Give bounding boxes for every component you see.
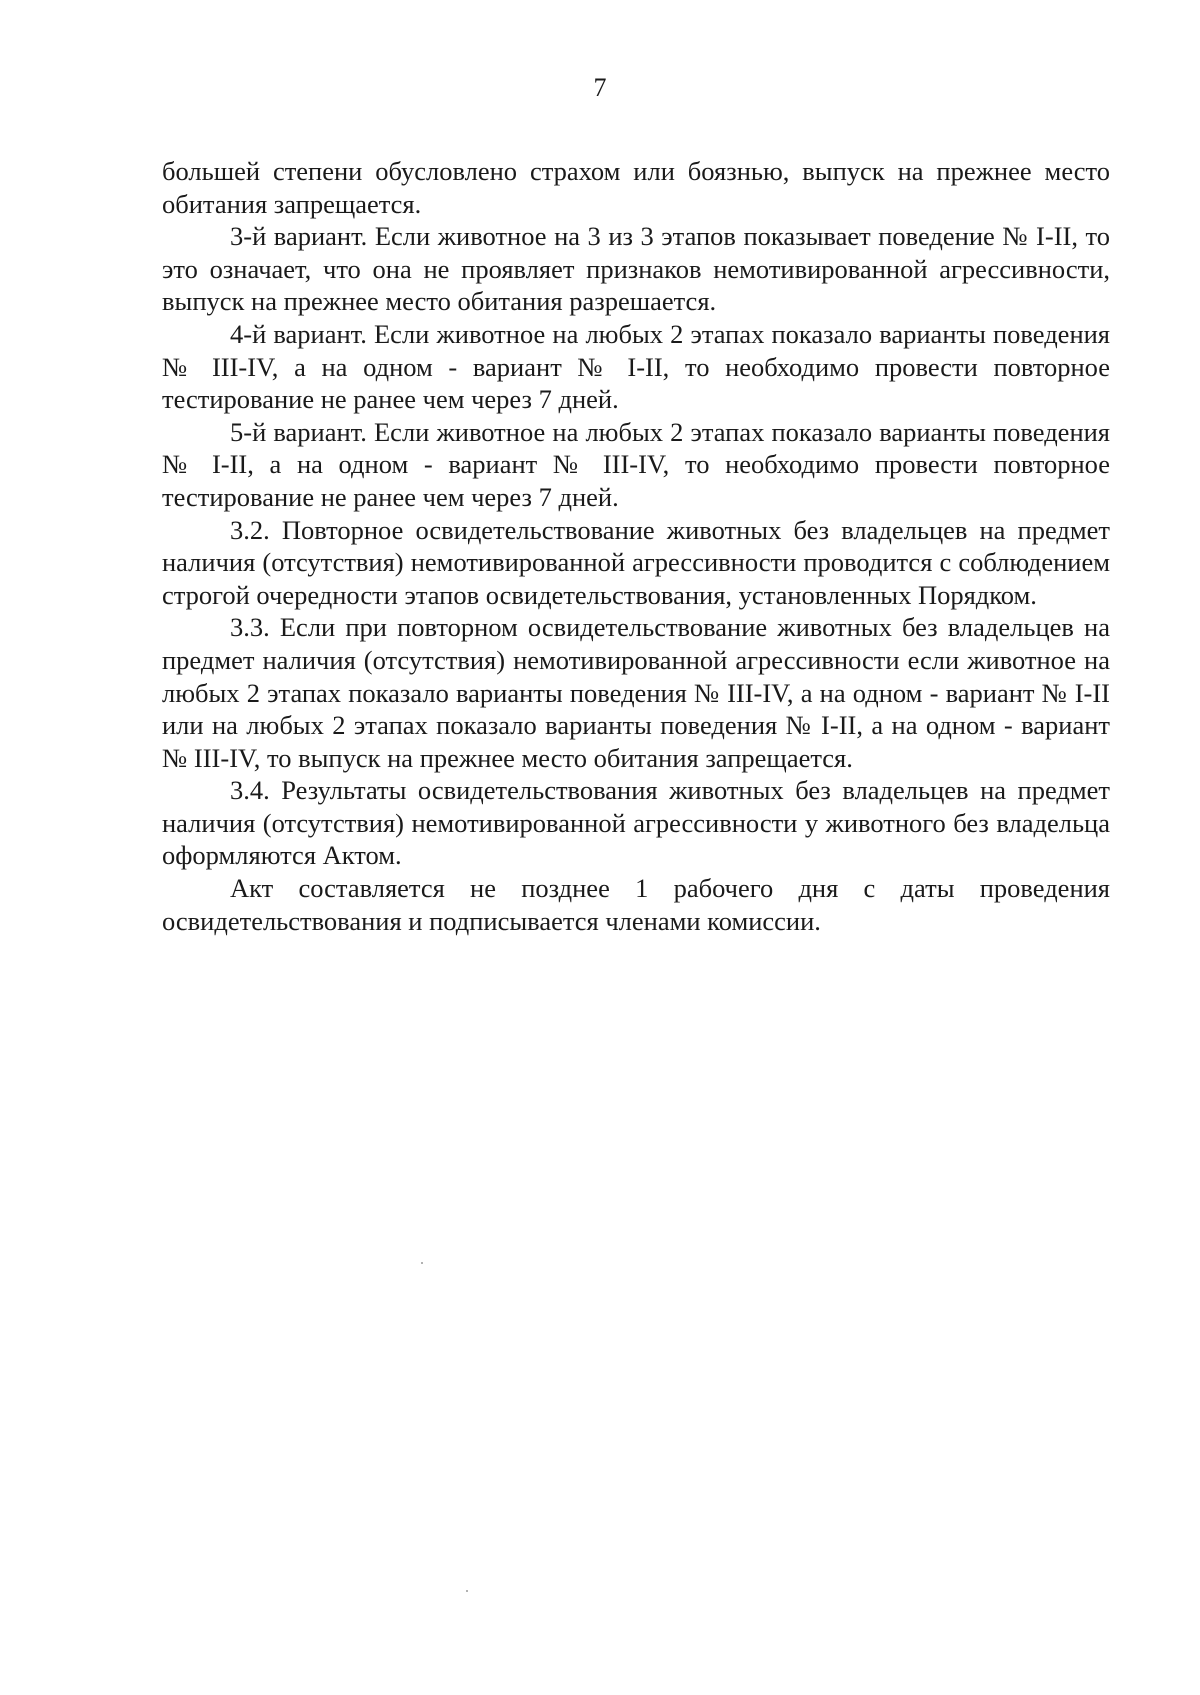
paragraph-3-4: 3.4. Результаты освидетельствования животных без владельцев на предмет наличия (отсутствия) немотивированной агрессивности у животного без владельца оформляются Актом.: [162, 775, 1110, 871]
paragraph-3-3: 3.3. Если при повторном освидетельствование животных без владельцев на предмет наличия (отсутствия) немотивированной агрессивности если животное на любых 2 этапах показало варианты поведения № III-IV, а на одном - вариант № I-II или на любых 2 этапах показало варианты поведения № I-II, а на одном - вариант № III-IV, то выпуск на прежнее место обитания запрещается.: [162, 612, 1110, 773]
paragraph-variant-4: 4-й вариант. Если животное на любых 2 этапах показало варианты поведения № III-IV, а на одном - вариант № I-II, то необходимо провести повторное тестирование не ранее чем через 7 дней.: [162, 318, 1110, 415]
paragraph-continuation: большей степени обусловлено страхом или боязнью, выпуск на прежнее место обитания запрещается.: [162, 156, 1110, 219]
page-number: 7: [593, 73, 607, 102]
paragraph-variant-5: 5-й вариант. Если животное на любых 2 этапах показало варианты поведения № I-II, а на одном - вариант № III-IV, то необходимо провести повторное тестирование не ранее чем через 7 дней.: [162, 416, 1110, 512]
scan-speck: [421, 1262, 423, 1264]
paragraph-act: Акт составляется не позднее 1 рабочего дня с даты проведения освидетельствования и подписывается членами комиссии.: [162, 873, 1110, 936]
paragraph-3-2: 3.2. Повторное освидетельствование животных без владельцев на предмет наличия (отсутствия) немотивированной агрессивности проводится с соблюдением строгой очередности этапов освидетельствования, установленных Порядком.: [162, 514, 1110, 610]
scan-speck: [466, 1590, 468, 1592]
paragraph-variant-3: 3-й вариант. Если животное на 3 из 3 этапов показывает поведение № I-II, то это означает, что она не проявляет признаков немотивированной агрессивности, выпуск на прежнее место обитания разрешается.: [162, 221, 1110, 317]
document-body: [162, 155, 1110, 937]
